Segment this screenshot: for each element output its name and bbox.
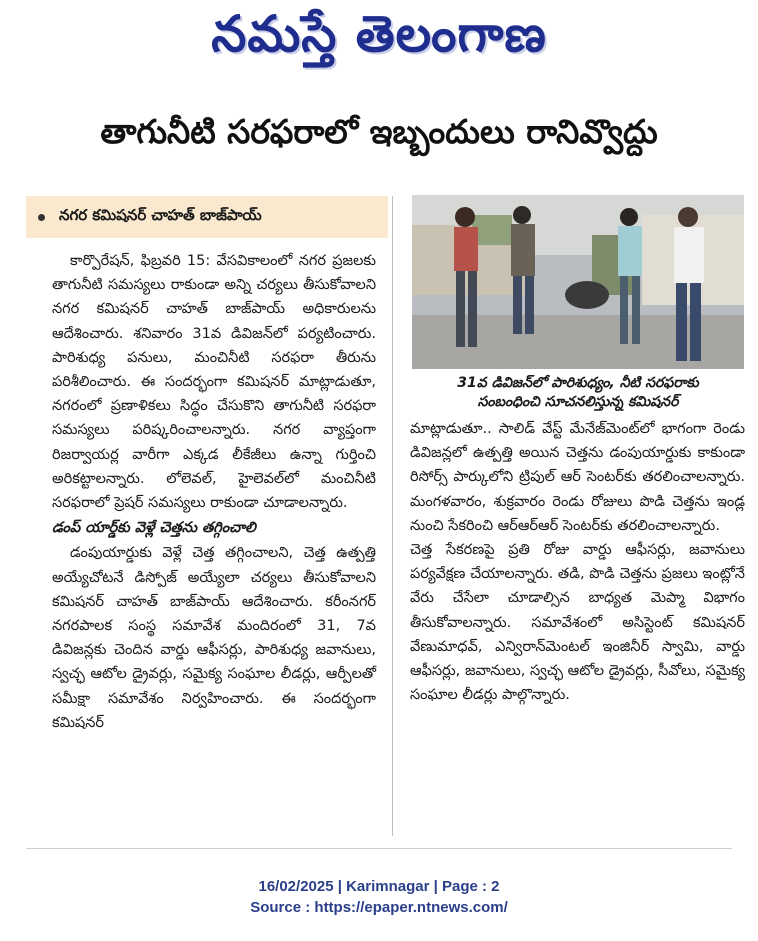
footer-source-link[interactable]: Source : https://epaper.ntnews.com/ [250,899,508,916]
news-photo [412,195,744,369]
page-footer [0,876,758,918]
photo-caption-line-1: 31వ డివిజన్‌లో పారిశుధ్యం, నీటి సరఫరాకు [457,375,699,391]
article-subheading: డంప్ యార్డ్‌కు వెళ్లే చెత్తను తగ్గించాలి [52,520,256,537]
article-paragraph-1: కార్పొరేషన్, ఫిబ్రవరి 15: వేసవికాలంలో నగర ప్రజలకు తాగునీటి సమస్యలు రాకుండా అన్ని చర్యలు తీసుకోవాలని నగర కమిషనర్ చాహత్ బాజ్‌పాయ్ అధికారులను ఆదేశించారు. శనివారం 31వ డివిజన్‌లో పర్యటించారు. పారిశుధ్య పనులు, మంచినీటి సరఫరా తీరును పరిశీలించారు. ఈ సందర్భంగా కమిషనర్ మాట్లాడుతూ, నగరంలో ప్రణాళికలు సిద్ధం చేసుకొని తాగునీటి సరఫరా సమస్యలు పరిష్కరించాలన్నారు. నగర వ్యాప్తంగా రిజర్వాయర్ల వారీగా ఎక్కడ లీకేజీలు ఉన్నా గుర్తించి అరికట్టాలన్నారు. లోలెవల్, హైలెవల్‌లో మంచినీటి సరఫరాలో ప్రెషర్ సమస్యలు రాకుండా చూడాలన్నారు. [52,253,376,512]
photo-illustration [412,195,744,369]
byline-text: నగర కమిషనర్ చాహత్ బాజ్‌పాయ్ [59,206,262,224]
article-paragraph-2: డంపుయార్డుకు వెళ్లే చెత్త తగ్గించాలని, చెత్త ఉత్పత్తి అయ్యేచోటనే డిస్పోజ్ అయ్యేలా చర్యలు తీసుకోవాలని కమిషనర్ చాహత్ బాజ్‌పాయ్ ఆదేశించారు. కరీంనగర్ నగరపాలక సంస్థ సమావేశ మందిరంలో 31, 7వ డివిజన్లకు చెందిన వార్డు ఆఫీసర్లు, పారిశుధ్య జవానులు, స్వచ్ఛ ఆటోల డ్రైవర్లు, సమైక్య సంఘాల లీడర్లు, ఆర్పీలతో సమీక్షా సమావేశం నిర్వహించారు. ఈ సందర్భంగా కమిషనర్ [52,545,376,731]
byline-box [26,196,388,238]
photo-caption [412,374,744,412]
photo-caption-line-2: సంబంధించి సూచనలిస్తున్న కమిషనర్ [477,394,679,410]
article-paragraph-3: మాట్లాడుతూ.. సాలిడ్ వేస్ట్ మేనేజ్‌మెంట్‌లో భాగంగా రెండు డివిజన్లలో ఉత్పత్తి అయిన చెత్తను డంపుయార్డుకు కాకుండా రిసోర్స్ పార్కులోని ట్రిపుల్ ఆర్ సెంటర్‌కు తరలించాలన్నారు. మంగళవారం, శుక్రవారం రెండు రోజులు పొడి చెత్తను ఇండ్ల నుంచి సేకరించి ఆర్ఆర్ఆర్ సెంటర్‌కు తరలించాలన్నారు. [410,421,745,534]
bullet-icon [38,214,45,221]
footer-divider [26,848,732,849]
article-column-left [52,249,376,735]
article-column-right [410,417,745,707]
masthead-title: నమస్తే తెలంగాణ [211,4,547,63]
newspaper-masthead [0,0,758,80]
footer-date-edition: 16/02/2025 | Karimnagar | Page : 2 [258,878,500,895]
article-paragraph-4: చెత్త సేకరణపై ప్రతి రోజు వార్డు ఆఫీసర్లు, జవానులు పర్యవేక్షణ చేయాలన్నారు. తడి, పొడి చెత్తను ప్రజలు ఇంట్లోనే వేరు చేసేలా చూడాల్సిన బాధ్యత మెప్మా విభాగం తీసుకోవాలన్నారు. సమావేశంలో అసిస్టెంట్ కమిషనర్ వేణుమాధవ్, ఎన్విరాన్‌మెంటల్ ఇంజినీర్ స్వామి, వార్డు ఆఫీసర్లు, జవానులు, స్వచ్ఛ ఆటోల డ్రైవర్లు, సీవోలు, సమైక్య సంఘాల లీడర్లు పాల్గొన్నారు. [410,542,745,704]
article-headline: తాగునీటి సరఫరాలో ఇబ్బందులు రానివ్వొద్దు [100,112,658,151]
column-divider [392,196,393,836]
